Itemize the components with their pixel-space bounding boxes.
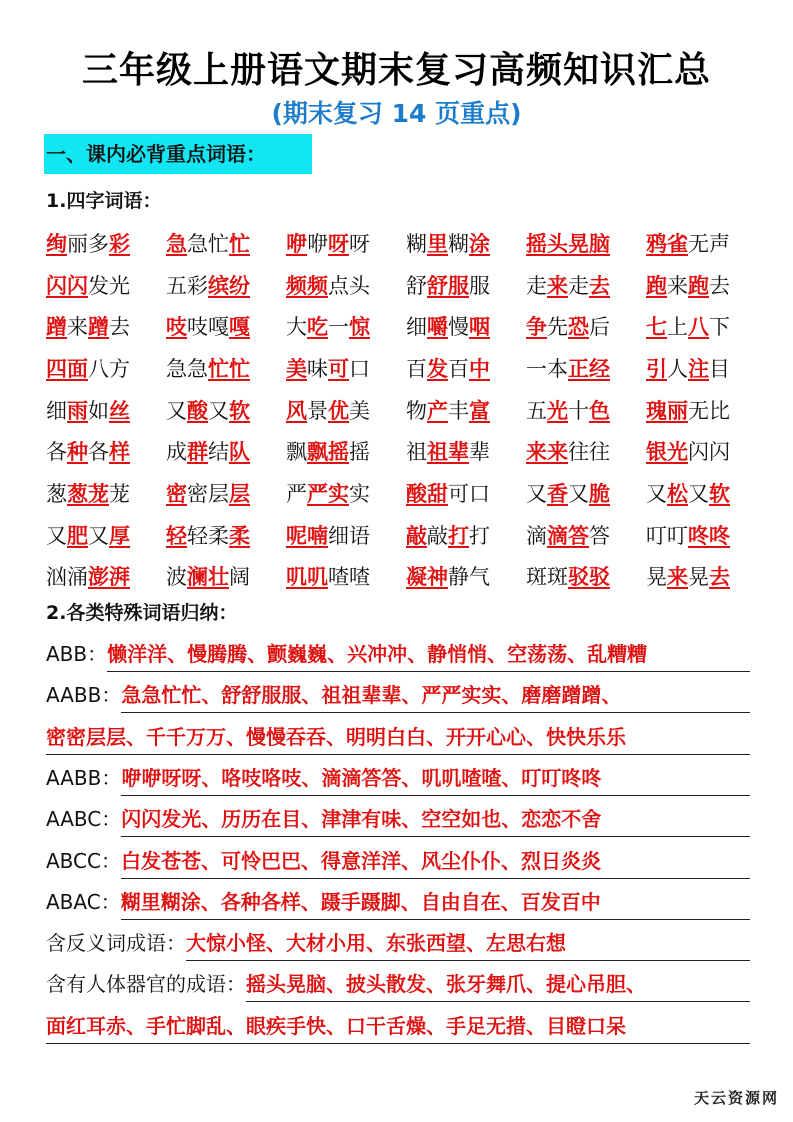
highlighted-chars: 七 [646, 315, 667, 340]
word-grid-cell [406, 478, 526, 508]
plain-chars: 各 [46, 440, 67, 465]
word-grid-row [46, 222, 766, 264]
word-grid-cell [46, 311, 166, 341]
highlighted-chars: 飘摇 [307, 440, 349, 465]
word-grid-cell [526, 478, 646, 508]
highlighted-chars: 澎湃 [88, 565, 130, 590]
plain-chars: 可口 [448, 481, 490, 506]
word-grid-row [46, 305, 766, 347]
special-words-line [46, 1008, 750, 1048]
highlighted-chars: 澜壮 [187, 565, 229, 590]
plain-chars: 去 [109, 315, 130, 340]
plain-chars: 阔 [229, 565, 250, 590]
highlighted-chars: 涂 [469, 231, 490, 256]
word-grid-cell [406, 353, 526, 383]
plain-chars: 又 [646, 481, 667, 506]
highlighted-chars: 来 [547, 273, 568, 298]
underline-rule [107, 671, 750, 672]
highlighted-chars: 富 [469, 398, 490, 423]
underline-rule [121, 712, 750, 713]
word-grid-row [46, 389, 766, 431]
highlighted-chars: 忙忙 [208, 356, 250, 381]
line-value: 面红耳赤、手忙脚乱、眼疾手快、口干舌燥、手足无措、目瞪口呆 [46, 1013, 626, 1038]
word-grid-cell [406, 395, 526, 425]
line-label: AABB： [46, 765, 122, 790]
highlighted-chars: 吃 [307, 315, 328, 340]
special-words-line [46, 925, 750, 965]
highlighted-chars: 松 [667, 481, 688, 506]
highlighted-chars: 咿 [286, 231, 307, 256]
highlighted-chars: 八 [688, 315, 709, 340]
line-label: AABC： [46, 807, 122, 832]
word-grid-cell [646, 436, 766, 466]
word-grid-cell [526, 228, 646, 258]
word-grid-cell [286, 520, 406, 550]
word-grid-cell [286, 395, 406, 425]
plain-chars: 葱 [46, 481, 67, 506]
word-grid-cell [46, 478, 166, 508]
highlighted-chars: 祖辈 [427, 440, 469, 465]
word-grid-row [46, 430, 766, 472]
word-grid-cell [646, 353, 766, 383]
word-grid-cell [286, 228, 406, 258]
plain-chars: 去 [709, 273, 730, 298]
plain-chars: 八方 [88, 356, 130, 381]
highlighted-chars: 来来 [526, 440, 568, 465]
plain-chars: 晃 [646, 565, 667, 590]
highlighted-chars: 轻 [166, 523, 187, 548]
plain-chars: 飘 [286, 440, 307, 465]
line-label: 含反义词成语： [46, 931, 186, 956]
line-label: ABB： [46, 642, 108, 666]
highlighted-chars: 群 [187, 440, 208, 465]
word-grid-cell [46, 395, 166, 425]
highlighted-chars: 争 [526, 315, 547, 340]
plain-chars: 五彩 [166, 273, 208, 298]
plain-chars: 味 [307, 356, 328, 381]
plain-chars: 轻柔 [187, 523, 229, 548]
highlighted-chars: 瑰丽 [646, 398, 688, 423]
highlighted-chars: 急 [166, 231, 187, 256]
highlighted-chars: 酸 [187, 398, 208, 423]
plain-chars: 景 [307, 398, 328, 423]
highlighted-chars: 雨 [67, 398, 88, 423]
word-grid-cell [406, 311, 526, 341]
highlighted-chars: 层 [229, 481, 250, 506]
highlighted-chars: 厚 [109, 523, 130, 548]
plain-chars: 急忙 [187, 231, 229, 256]
special-words-line [46, 760, 750, 800]
plain-chars: 口 [349, 356, 370, 381]
plain-chars: 摇 [349, 440, 370, 465]
page-subtitle: (期末复习 14 页重点) [271, 99, 522, 128]
word-grid-cell [166, 395, 286, 425]
highlighted-chars: 恐 [568, 315, 589, 340]
highlighted-chars: 呢喃 [286, 523, 328, 548]
word-grid-cell [526, 353, 646, 383]
special-words-line [46, 801, 750, 841]
word-grid-row [46, 556, 766, 598]
highlighted-chars: 酸甜 [406, 481, 448, 506]
plain-chars: 一 [328, 315, 349, 340]
word-grid-cell [166, 228, 286, 258]
highlighted-chars: 产 [427, 398, 448, 423]
plain-chars: 静气 [448, 565, 490, 590]
plain-chars: 又 [568, 481, 589, 506]
word-grid-row [46, 472, 766, 514]
plain-chars: 糊 [448, 231, 469, 256]
word-grid-cell [166, 436, 286, 466]
highlighted-chars: 色 [589, 398, 610, 423]
highlighted-chars: 跑 [688, 273, 709, 298]
highlighted-chars: 惊 [349, 315, 370, 340]
highlighted-chars: 嚼 [427, 315, 448, 340]
word-grid-cell [526, 520, 646, 550]
highlighted-chars: 呀 [328, 231, 349, 256]
line-value: 糊里糊涂、各种各样、蹑手蹑脚、自由自在、百发百中 [120, 889, 601, 914]
line-value: 懒洋洋、慢腾腾、颤巍巍、兴冲冲、静悄悄、空荡荡、乱糟糟 [107, 642, 648, 666]
highlighted-chars: 脆 [589, 481, 610, 506]
word-grid-cell [166, 270, 286, 300]
highlighted-chars: 敲 [406, 523, 427, 548]
highlighted-chars: 叽叽 [286, 565, 328, 590]
plain-chars: 来 [667, 273, 688, 298]
plain-chars: 下 [709, 315, 730, 340]
special-words-line [46, 636, 750, 676]
plain-chars: 如 [88, 398, 109, 423]
highlighted-chars: 嘎 [229, 315, 250, 340]
plain-chars: 急急 [166, 356, 208, 381]
plain-chars: 汹涌 [46, 565, 88, 590]
plain-chars: 人 [667, 356, 688, 381]
highlighted-chars: 引 [646, 356, 667, 381]
plain-chars: 五 [526, 398, 547, 423]
highlighted-chars: 忙 [229, 231, 250, 256]
line-value: 咿咿呀呀、咯吱咯吱、滴滴答答、叽叽喳喳、叮叮咚咚 [121, 765, 602, 790]
plain-chars: 无声 [688, 231, 730, 256]
plain-chars: 目 [709, 356, 730, 381]
word-grid-cell [46, 436, 166, 466]
plain-chars: 又 [88, 523, 109, 548]
word-grid-cell [526, 436, 646, 466]
line-value: 大惊小怪、大材小用、东张西望、左思右想 [186, 931, 566, 956]
line-label: ABCC： [46, 848, 121, 873]
four-char-word-grid [46, 222, 766, 597]
plain-chars: 百 [448, 356, 469, 381]
highlighted-chars: 严实 [307, 481, 349, 506]
highlighted-chars: 舒服 [427, 273, 469, 298]
section-heading-1: 一、课内必背重点词语： [44, 134, 312, 174]
page-title: 三年级上册语文期末复习高频知识汇总 [81, 50, 711, 91]
highlighted-chars: 银光 [646, 440, 688, 465]
plain-chars: 服 [469, 273, 490, 298]
plain-chars: 密层 [187, 481, 229, 506]
word-grid-cell [46, 270, 166, 300]
highlighted-chars: 密 [166, 481, 187, 506]
highlighted-chars: 风 [286, 398, 307, 423]
underline-rule [186, 960, 750, 961]
plain-chars: 十 [568, 398, 589, 423]
plain-chars: 点头 [328, 273, 370, 298]
word-grid-cell [406, 520, 526, 550]
word-grid-cell [646, 228, 766, 258]
word-grid-cell [286, 353, 406, 383]
word-grid-cell [406, 436, 526, 466]
subsection-heading-special-words: 2.各类特殊词语归纳： [46, 602, 238, 624]
plain-chars: 又 [208, 398, 229, 423]
highlighted-chars: 美 [286, 356, 307, 381]
underline-rule [121, 878, 750, 879]
word-grid-cell [166, 311, 286, 341]
special-words-line [46, 884, 750, 924]
word-grid-row [46, 514, 766, 556]
plain-chars: 各 [88, 440, 109, 465]
plain-chars: 一本 [526, 356, 568, 381]
plain-chars: 细 [406, 315, 427, 340]
word-grid-cell [286, 561, 406, 591]
highlighted-chars: 葱茏 [67, 481, 109, 506]
plain-chars: 滴 [526, 523, 547, 548]
word-grid-row [46, 264, 766, 306]
plain-chars: 糊 [406, 231, 427, 256]
line-label: AABB： [46, 683, 122, 708]
plain-chars: 晃 [688, 565, 709, 590]
plain-chars: 答 [589, 523, 610, 548]
line-label: 含有人体器官的成语： [46, 972, 246, 997]
word-grid-cell [646, 395, 766, 425]
highlighted-chars: 柔 [229, 523, 250, 548]
highlighted-chars: 来 [667, 565, 688, 590]
special-words-line [46, 843, 750, 883]
highlighted-chars: 频频 [286, 273, 328, 298]
plain-chars: 又 [46, 523, 67, 548]
plain-chars: 喳喳 [328, 565, 370, 590]
plain-chars: 先 [547, 315, 568, 340]
highlighted-chars: 样 [109, 440, 130, 465]
plain-chars: 叮叮 [646, 523, 688, 548]
word-grid-cell [166, 520, 286, 550]
highlighted-chars: 发 [427, 356, 448, 381]
plain-chars: 美 [349, 398, 370, 423]
highlighted-chars: 彩 [109, 231, 130, 256]
word-grid-cell [526, 270, 646, 300]
word-grid-cell [286, 311, 406, 341]
word-grid-cell [166, 478, 286, 508]
word-grid-cell [406, 270, 526, 300]
plain-chars: 斑斑 [526, 565, 568, 590]
highlighted-chars: 驳驳 [568, 565, 610, 590]
word-grid-row [46, 347, 766, 389]
highlighted-chars: 种 [67, 440, 88, 465]
plain-chars: 呀 [349, 231, 370, 256]
highlighted-chars: 香 [547, 481, 568, 506]
word-grid-cell [646, 520, 766, 550]
line-value: 密密层层、千千万万、慢慢吞吞、明明白白、开开心心、快快乐乐 [46, 724, 626, 749]
plain-chars: 闪闪 [688, 440, 730, 465]
plain-chars: 大 [286, 315, 307, 340]
line-value: 闪闪发光、历历在目、津津有味、空空如也、恋恋不舍 [121, 807, 602, 832]
plain-chars: 实 [349, 481, 370, 506]
plain-chars: 波 [166, 565, 187, 590]
watermark-footer: 天云资源网 [693, 1089, 779, 1107]
underline-rule [121, 836, 750, 837]
line-value: 白发苍苍、可怜巴巴、得意洋洋、风尘仆仆、烈日炎炎 [120, 848, 601, 873]
word-grid-cell [646, 561, 766, 591]
highlighted-chars: 闪闪 [46, 273, 88, 298]
special-words-line [46, 677, 750, 717]
underline-rule [46, 754, 750, 755]
special-words-line [46, 719, 750, 759]
plain-chars: 结 [208, 440, 229, 465]
highlighted-chars: 凝神 [406, 565, 448, 590]
highlighted-chars: 绚 [46, 231, 67, 256]
highlighted-chars: 去 [709, 565, 730, 590]
word-grid-cell [526, 311, 646, 341]
word-grid-cell [46, 561, 166, 591]
highlighted-chars: 蹭 [46, 315, 67, 340]
highlighted-chars: 摇头晃脑 [526, 231, 610, 256]
highlighted-chars: 肥 [67, 523, 88, 548]
plain-chars: 敲 [427, 523, 448, 548]
word-grid-cell [646, 478, 766, 508]
highlighted-chars: 丝 [109, 398, 130, 423]
highlighted-chars: 去 [589, 273, 610, 298]
plain-chars: 丰 [448, 398, 469, 423]
highlighted-chars: 滴答 [547, 523, 589, 548]
plain-chars: 走 [526, 273, 547, 298]
plain-chars: 成 [166, 440, 187, 465]
highlighted-chars: 咚咚 [688, 523, 730, 548]
plain-chars: 发光 [88, 273, 130, 298]
plain-chars: 祖 [406, 440, 427, 465]
word-grid-cell [166, 561, 286, 591]
underline-rule [246, 1001, 750, 1002]
plain-chars: 细 [46, 398, 67, 423]
highlighted-chars: 跑 [646, 273, 667, 298]
plain-chars: 又 [526, 481, 547, 506]
highlighted-chars: 鸦雀 [646, 231, 688, 256]
word-grid-cell [166, 353, 286, 383]
plain-chars: 后 [589, 315, 610, 340]
plain-chars: 又 [688, 481, 709, 506]
plain-chars: 来 [67, 315, 88, 340]
plain-chars: 茏 [109, 481, 130, 506]
word-grid-cell [406, 561, 526, 591]
highlighted-chars: 打 [448, 523, 469, 548]
word-grid-cell [286, 270, 406, 300]
highlighted-chars: 注 [688, 356, 709, 381]
plain-chars: 无比 [688, 398, 730, 423]
highlighted-chars: 正经 [568, 356, 610, 381]
subsection-heading-four-char-words: 1.四字词语： [46, 190, 162, 212]
plain-chars: 物 [406, 398, 427, 423]
word-grid-cell [286, 436, 406, 466]
plain-chars: 上 [667, 315, 688, 340]
highlighted-chars: 软 [229, 398, 250, 423]
word-grid-cell [646, 311, 766, 341]
plain-chars: 走 [568, 273, 589, 298]
highlighted-chars: 优 [328, 398, 349, 423]
highlighted-chars: 队 [229, 440, 250, 465]
plain-chars: 又 [166, 398, 187, 423]
underline-rule [121, 919, 750, 920]
word-grid-cell [526, 395, 646, 425]
plain-chars: 百 [406, 356, 427, 381]
highlighted-chars: 缤纷 [208, 273, 250, 298]
highlighted-chars: 咽 [469, 315, 490, 340]
word-grid-cell [406, 228, 526, 258]
highlighted-chars: 里 [427, 231, 448, 256]
underline-rule [121, 795, 750, 796]
plain-chars: 咿 [307, 231, 328, 256]
line-value: 急急忙忙、舒舒服服、祖祖辈辈、严严实实、磨磨蹭蹭、 [121, 683, 622, 708]
word-grid-cell [646, 270, 766, 300]
plain-chars: 往往 [568, 440, 610, 465]
plain-chars: 慢 [448, 315, 469, 340]
highlighted-chars: 四面 [46, 356, 88, 381]
plain-chars: 舒 [406, 273, 427, 298]
underline-rule [46, 1043, 750, 1044]
word-grid-cell [286, 478, 406, 508]
line-value: 摇头晃脑、披头散发、张牙舞爪、提心吊胆、 [246, 972, 646, 997]
word-grid-cell [46, 520, 166, 550]
highlighted-chars: 中 [469, 356, 490, 381]
plain-chars: 丽多 [67, 231, 109, 256]
highlighted-chars: 光 [547, 398, 568, 423]
highlighted-chars: 可 [328, 356, 349, 381]
highlighted-chars: 蹭 [88, 315, 109, 340]
plain-chars: 吱嘎 [187, 315, 229, 340]
line-label: ABAC： [46, 889, 121, 914]
word-grid-cell [46, 353, 166, 383]
special-words-line [46, 966, 750, 1006]
plain-chars: 细语 [328, 523, 370, 548]
plain-chars: 打 [469, 523, 490, 548]
word-grid-cell [46, 228, 166, 258]
plain-chars: 辈 [469, 440, 490, 465]
plain-chars: 严 [286, 481, 307, 506]
highlighted-chars: 软 [709, 481, 730, 506]
highlighted-chars: 吱 [166, 315, 187, 340]
word-grid-cell [526, 561, 646, 591]
